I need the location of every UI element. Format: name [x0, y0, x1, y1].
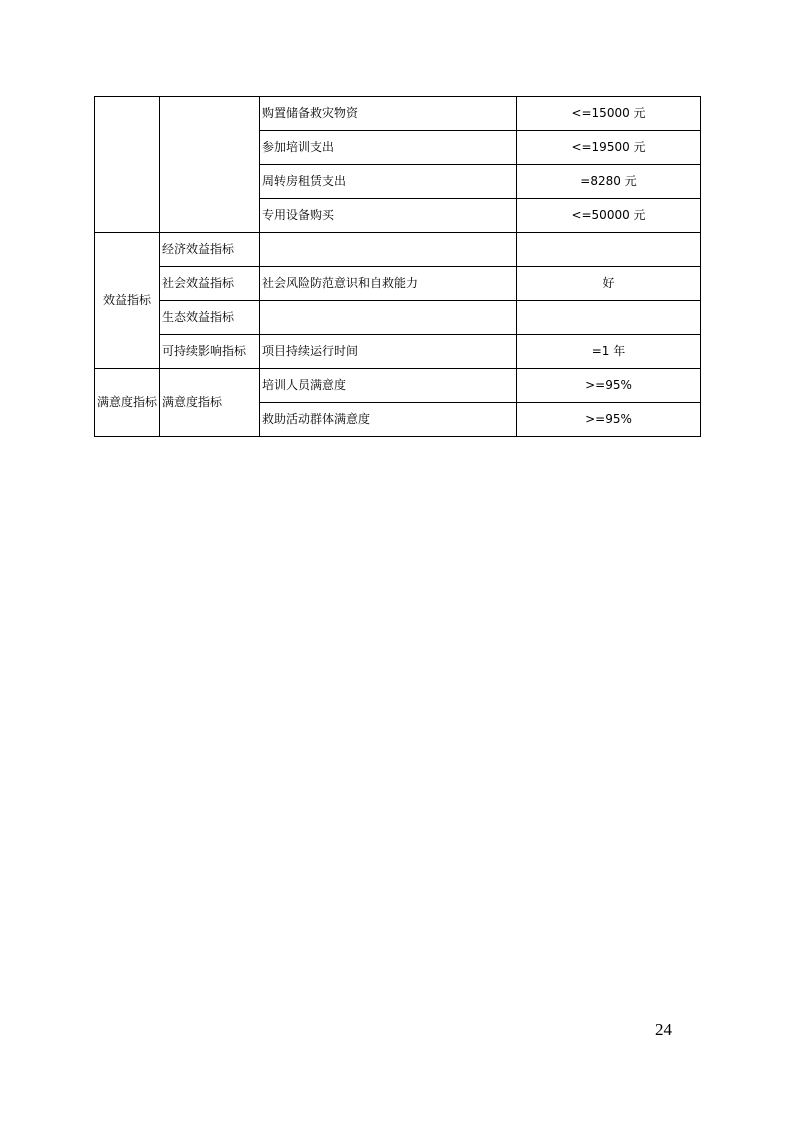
indicator-cell: 培训人员满意度	[260, 369, 517, 403]
indicator-cell: 购置储备救灾物资	[260, 97, 517, 131]
indicator-cell	[260, 301, 517, 335]
category-cell-continued	[95, 97, 160, 233]
indicator-cell: 参加培训支出	[260, 131, 517, 165]
value-cell: =1 年	[517, 335, 701, 369]
indicator-cell	[260, 233, 517, 267]
subcategory-cell: 经济效益指标	[160, 233, 260, 267]
table-row	[95, 97, 701, 131]
value-cell: <=15000 元	[517, 97, 701, 131]
value-cell: <=19500 元	[517, 131, 701, 165]
value-cell: <=50000 元	[517, 199, 701, 233]
value-cell: 好	[517, 267, 701, 301]
value-cell	[517, 301, 701, 335]
indicator-cell: 专用设备购买	[260, 199, 517, 233]
satisfaction-category-cell: 满意度指标	[95, 369, 160, 437]
value-cell	[517, 233, 701, 267]
value-cell: =8280 元	[517, 165, 701, 199]
table-row	[95, 335, 701, 369]
indicator-cell: 救助活动群体满意度	[260, 403, 517, 437]
value-cell: >=95%	[517, 403, 701, 437]
benefit-category-cell: 效益指标	[95, 233, 160, 369]
satisfaction-subcategory-cell: 满意度指标	[160, 369, 260, 437]
subcategory-cell-continued	[160, 97, 260, 233]
subcategory-cell: 生态效益指标	[160, 301, 260, 335]
table-row	[95, 369, 701, 403]
table-row	[95, 267, 701, 301]
indicator-cell: 项目持续运行时间	[260, 335, 517, 369]
page-number: 24	[655, 1020, 672, 1039]
value-cell: >=95%	[517, 369, 701, 403]
indicator-cell: 周转房租赁支出	[260, 165, 517, 199]
performance-indicator-table	[94, 96, 701, 437]
subcategory-cell: 可持续影响指标	[160, 335, 260, 369]
indicator-cell: 社会风险防范意识和自救能力	[260, 267, 517, 301]
table-row	[95, 301, 701, 335]
subcategory-cell: 社会效益指标	[160, 267, 260, 301]
table-row	[95, 233, 701, 267]
